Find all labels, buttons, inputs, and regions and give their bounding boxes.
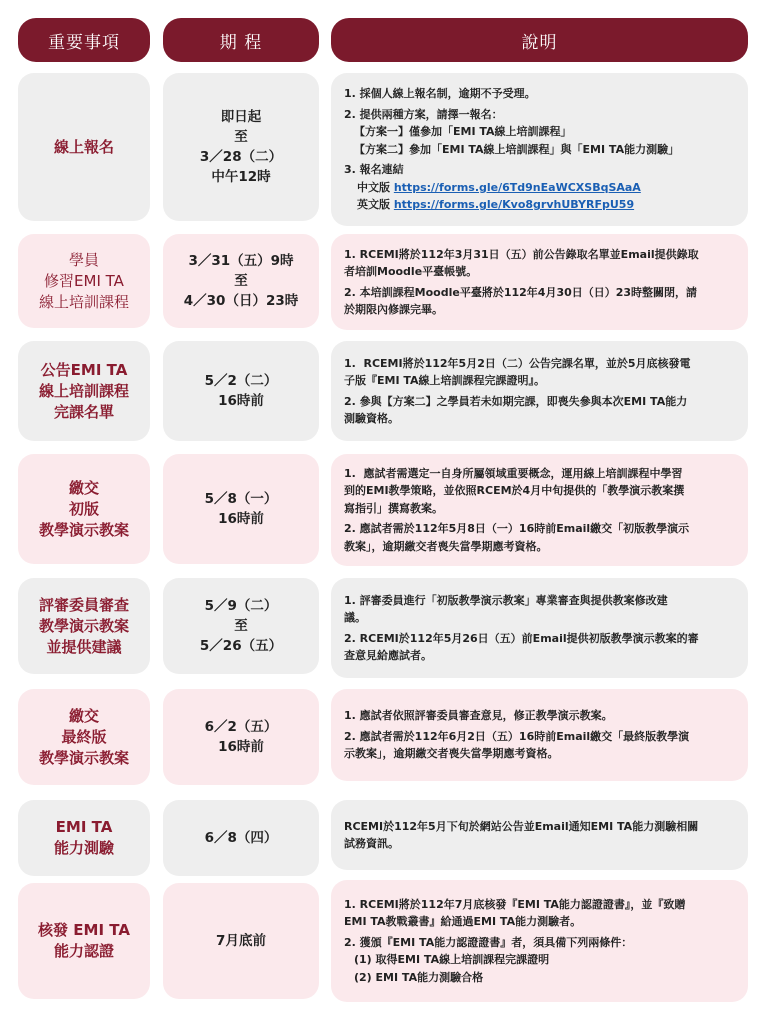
desc-line: 3. 報名連結 — [344, 163, 404, 177]
desc-line: 到的EMI教學策略，並依照RCEM於4月中旬提供的「教學演示教案撰 — [344, 484, 685, 498]
desc-line: 寫指引」撰寫教案。 — [344, 501, 443, 515]
desc-line: 2. 本培訓課程Moodle平臺將於112年4月30日（日）23時整關閉，請 — [344, 285, 698, 299]
row-8-schedule — [163, 883, 319, 999]
row-3-schedule — [163, 341, 319, 441]
desc-line: (2) EMI TA能力測驗合格 — [354, 970, 484, 984]
desc-line: 教案」，逾期繳交者喪失當學期應考資格。 — [344, 539, 548, 553]
desc-line: 1. 評審委員進行「初版教學演示教案」專業審查與提供教案修改建 — [344, 593, 668, 607]
link-row-chinese — [344, 179, 679, 197]
desc-line: 1. RCEMI將於112年5月2日（二）公告完課名單，並於5月底核發電 — [344, 356, 691, 370]
item-line: 繳交 — [68, 706, 99, 725]
row-5-schedule — [163, 578, 319, 674]
item-line: 並提供建議 — [46, 637, 122, 656]
desc-line: 2. RCEMI於112年5月26日（五）前Email提供初版教學演示教案的審 — [344, 631, 699, 645]
item-line: 評審委員審查 — [38, 595, 129, 614]
row-3-description — [331, 341, 748, 441]
schedule-line: 5／8（一） — [204, 491, 278, 507]
desc-line: (1) 取得EMI TA線上培訓課程完課證明 — [354, 953, 550, 967]
schedule-line: 5／2（二） — [204, 373, 278, 389]
schedule-line: 至 — [234, 273, 248, 289]
row-4-description — [331, 454, 748, 566]
desc-line: 2. 參與【方案二】之學員若未如期完課，即喪失參與本次EMI TA能力 — [344, 394, 688, 408]
item-line: 能力測驗 — [53, 839, 114, 857]
desc-line: EMI TA教戰叢書』給通過EMI TA能力測驗者。 — [344, 915, 582, 929]
schedule-line: 至 — [234, 618, 248, 634]
row-8-description — [331, 880, 748, 1002]
link-row-english — [344, 196, 679, 214]
row-5-description — [331, 578, 748, 678]
item-line: 最終版 — [61, 727, 107, 746]
schedule-line: 3／31（五）9時 — [188, 253, 294, 269]
row-2-description — [331, 234, 748, 330]
schedule-line: 6／2（五） — [204, 719, 278, 735]
row-1-item — [18, 73, 150, 221]
desc-line: 1. RCEMI將於112年7月底核發『EMI TA能力認證證書』，並『致贈 — [344, 897, 686, 911]
row-6-schedule — [163, 689, 319, 785]
item-line: 教學演示教案 — [38, 616, 129, 635]
row-7-schedule — [163, 800, 319, 876]
desc-line: 2. 獲頒『EMI TA能力認證證書』者，須具備下列兩條件： — [344, 935, 633, 949]
schedule-line: 3／28（二） — [199, 149, 283, 165]
desc-line: 2. 應試者需於112年6月2日（五）16時前Email繳交「最終版教學演 — [344, 729, 690, 743]
row-6-description — [331, 689, 748, 781]
row-4-item — [18, 454, 150, 564]
row-2-schedule — [163, 234, 319, 328]
item-line: 繳交 — [68, 478, 99, 497]
schedule-line: 即日起 — [220, 109, 262, 125]
row-3-item — [18, 341, 150, 441]
link-english-form[interactable]: https://forms.gle/Kvo8grvhUBYRFpU59 — [393, 198, 635, 212]
item-line: 線上培訓課程 — [38, 381, 129, 400]
desc-line: 2. 應試者需於112年5月8日（一）16時前Email繳交「初版教學演示 — [344, 522, 690, 536]
item-line: 線上培訓課程 — [38, 292, 129, 311]
schedule-line: 16時前 — [218, 739, 264, 755]
row-8-item — [18, 883, 150, 999]
schedule-line: 7月底前 — [216, 933, 266, 949]
item-line: 教學演示教案 — [38, 748, 129, 767]
row-4-schedule — [163, 454, 319, 564]
header-item: 重要事項 — [18, 18, 150, 62]
link-label: 英文版 — [357, 198, 390, 212]
desc-line: 1. RCEMI將於112年3月31日（五）前公告錄取名單並Email提供錄取 — [344, 247, 699, 261]
item-line: 線上報名 — [53, 137, 114, 156]
item-line: 修習EMI TA — [44, 271, 124, 290]
desc-line: 子版『EMI TA線上培訓課程完課證明』。 — [344, 374, 546, 387]
desc-line: RCEMI於112年5月下旬於網站公告並Email通知EMI TA能力測驗相關 — [344, 819, 699, 833]
row-5-item — [18, 578, 150, 674]
schedule-line: 5／26（五） — [199, 638, 283, 654]
schedule-line: 5／9（二） — [204, 598, 278, 614]
desc-line: 1. 應試者需選定一自身所屬領域重要概念，運用線上培訓課程中學習 — [344, 466, 683, 480]
desc-line: 【方案二】參加「EMI TA線上培訓課程」與「EMI TA能力測驗」 — [354, 142, 680, 156]
row-1-schedule — [163, 73, 319, 221]
desc-line: 測驗資格。 — [344, 412, 399, 425]
row-2-item — [18, 234, 150, 328]
desc-line: 1. 應試者依照評審委員審查意見，修正教學演示教案。 — [344, 709, 613, 723]
schedule-line: 中午12時 — [211, 169, 271, 185]
desc-line: 於期限內修課完畢。 — [344, 303, 443, 316]
item-line: 初版 — [68, 499, 99, 518]
link-label: 中文版 — [357, 180, 390, 194]
row-7-item — [18, 800, 150, 876]
schedule-line: 16時前 — [218, 511, 264, 527]
item-line: 學員 — [68, 250, 99, 269]
schedule-line: 4／30（日）23時 — [183, 293, 299, 309]
item-line: 核發 EMI TA — [38, 921, 130, 939]
desc-line: 【方案一】僅參加「EMI TA線上培訓課程」 — [354, 125, 572, 139]
header-description: 說明 — [331, 18, 748, 62]
link-chinese-form[interactable]: https://forms.gle/6Td9nEaWCXSBqSAaA — [393, 180, 641, 194]
item-line: 能力認證 — [53, 942, 114, 960]
desc-line: 議。 — [344, 611, 366, 624]
schedule-line: 16時前 — [218, 393, 264, 409]
item-line: 完課名單 — [53, 402, 114, 421]
row-7-description — [331, 800, 748, 870]
desc-line: 試務資訊。 — [344, 837, 399, 850]
row-1-description — [331, 73, 748, 226]
schedule-line: 6／8（四） — [204, 830, 278, 846]
row-6-item — [18, 689, 150, 785]
item-line: EMI TA — [55, 818, 113, 836]
desc-line: 2. 提供兩種方案，請擇一報名： — [344, 107, 503, 121]
desc-line: 者培訓Moodle平臺帳號。 — [344, 265, 478, 278]
schedule-line: 至 — [234, 129, 248, 145]
item-line: 公告EMI TA — [40, 360, 128, 379]
desc-line: 1. 採個人線上報名制，逾期不予受理。 — [344, 87, 536, 101]
desc-line: 查意見給應試者。 — [344, 649, 432, 662]
header-schedule: 期 程 — [163, 18, 319, 62]
desc-line: 示教案」，逾期繳交者喪失當學期應考資格。 — [344, 747, 559, 761]
item-line: 教學演示教案 — [38, 520, 129, 539]
